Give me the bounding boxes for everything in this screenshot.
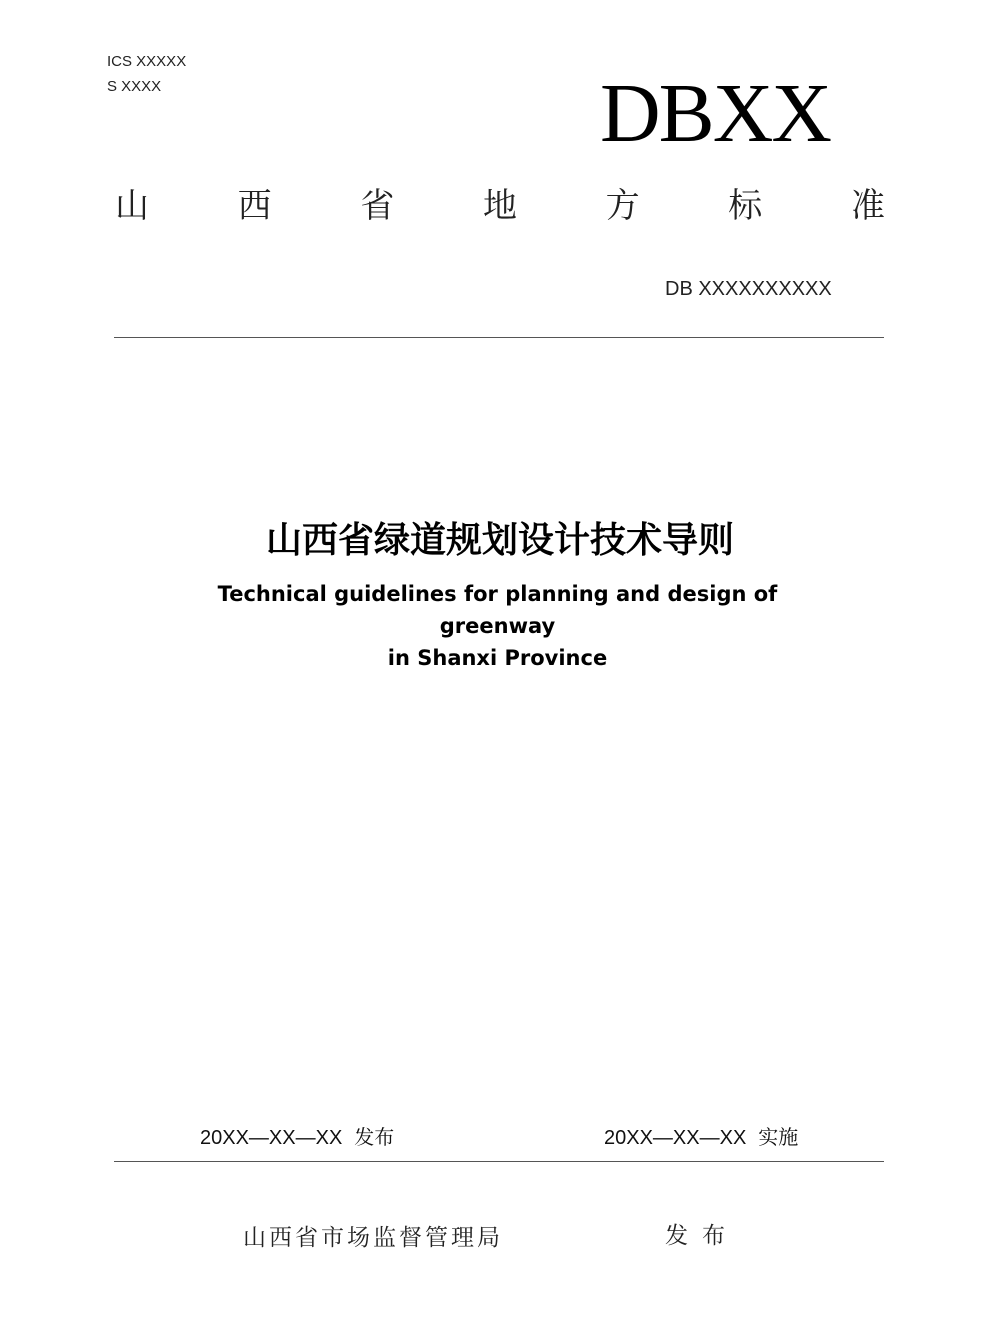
- issue-date: 20XX—XX—XX: [200, 1127, 343, 1149]
- classification-code: S XXXX: [107, 78, 162, 95]
- heading-char: 山: [115, 186, 149, 226]
- implement-date-line: [604, 1125, 798, 1151]
- implement-label: 实施: [758, 1127, 799, 1149]
- province-standard-heading: [115, 184, 885, 228]
- document-title-english: [175, 578, 820, 674]
- heading-char: 省: [360, 186, 395, 226]
- issue-label: 发布: [354, 1127, 395, 1149]
- issue-word: 发布: [665, 1223, 739, 1249]
- ics-code-block: [107, 49, 186, 99]
- heading-char: 西: [237, 186, 272, 226]
- title-english-cut-line: in Shanxi Province: [387, 646, 608, 670]
- top-divider: [114, 337, 884, 338]
- document-title-chinese: 山西省绿道规划设计技术导则: [265, 520, 734, 561]
- bottom-divider: [114, 1161, 884, 1162]
- issue-date-line: [200, 1125, 394, 1151]
- db-mark: DBXX: [600, 67, 831, 160]
- heading-char: 准: [850, 186, 885, 226]
- issuing-authority: 山西省市场监督管理局: [243, 1225, 503, 1251]
- heading-char: 标: [728, 186, 763, 226]
- title-english-main: Technical guidelines for planning and design of greenway: [217, 582, 778, 638]
- standard-number: DB XXXXXXXXXX: [665, 278, 832, 300]
- heading-char: 地: [482, 186, 517, 226]
- heading-char: 方: [605, 186, 640, 226]
- ics-code: ICS XXXXX: [107, 53, 187, 70]
- implement-date: 20XX—XX—XX: [604, 1127, 747, 1149]
- document-title-english-block: [175, 578, 820, 670]
